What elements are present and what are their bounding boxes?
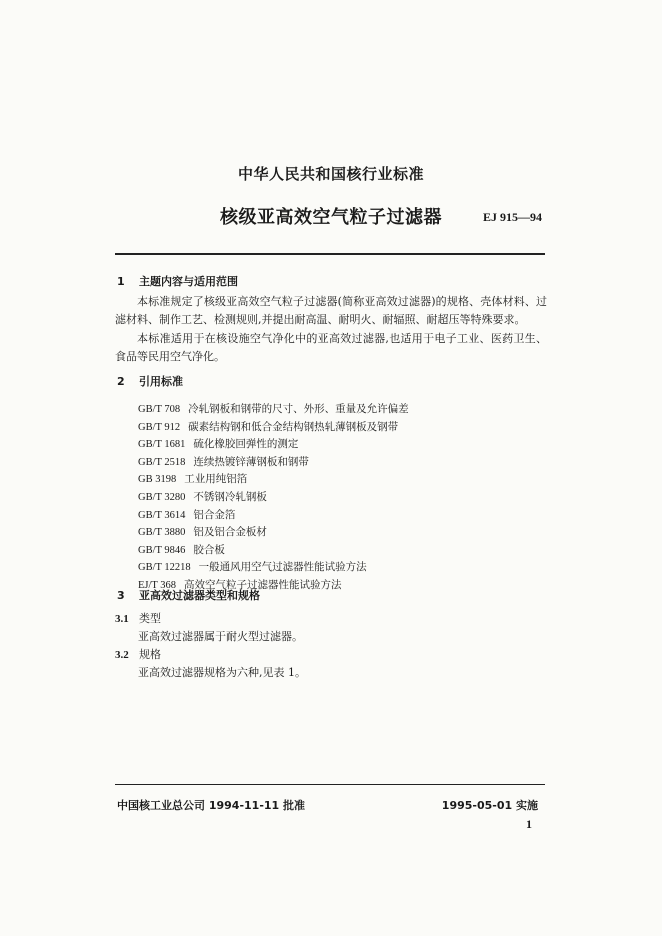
subsection-title: 类型 (139, 612, 161, 625)
footer-rule (115, 784, 545, 785)
section-title: 主题内容与适用范围 (139, 275, 238, 288)
reference-title: 冷轧钢板和钢带的尺寸、外形、重量及允许偏差 (188, 403, 409, 415)
reference-title: 连续热镀锌薄钢板和钢带 (193, 455, 309, 468)
reference-title: 工业用纯铝箔 (184, 473, 248, 486)
reference-title: 铝合金箔 (193, 508, 236, 521)
reference-item (138, 401, 409, 419)
document-title: 核级亚高效空气粒子过滤器 (220, 207, 442, 228)
reference-title: 不锈钢冷轧钢板 (193, 490, 267, 503)
reference-item (138, 419, 409, 437)
reference-item (138, 524, 409, 542)
reference-item (138, 471, 409, 489)
section-number: 3 (117, 589, 125, 602)
subsection-title: 规格 (139, 648, 161, 661)
reference-item (138, 489, 409, 507)
reference-item (138, 559, 409, 577)
implementation-date: 1995-05-01 实施 (441, 799, 538, 812)
section-number: 2 (117, 375, 125, 388)
reference-code: GB/T 1681 (138, 439, 186, 451)
reference-list (138, 401, 409, 595)
header-rule (115, 253, 545, 255)
reference-code: GB/T 3880 (138, 527, 186, 539)
reference-title: 胶合板 (193, 543, 225, 556)
reference-item (138, 507, 409, 525)
subsection-number: 3.1 (115, 613, 129, 625)
section-1-paragraph-2: 本标准适用于在核设施空气净化中的亚高效过滤器,也适用于电子工业、医药卫生、食品等民用空气净化。 (115, 332, 547, 363)
subsection-3-1-heading (115, 610, 161, 626)
reference-code: GB/T 708 (138, 404, 181, 415)
reference-code: GB 3198 (138, 474, 177, 486)
reference-code: EJ/T 368 (138, 579, 177, 591)
section-3-heading (117, 587, 260, 603)
page-number: 1 (526, 817, 532, 831)
reference-code: GB/T 2518 (138, 456, 186, 468)
reference-item (138, 454, 409, 472)
reference-item (138, 542, 409, 560)
section-1-paragraph-1: 本标准规定了核级亚高效空气粒子过滤器(简称亚高效过滤器)的规格、壳体材料、过滤材料、制作工艺、检测规则,并提出耐高温、耐明火、耐辐照、耐超压等特殊要求。 (115, 295, 547, 326)
reference-code: GB/T 3614 (138, 509, 186, 521)
reference-code: GB/T 3280 (138, 491, 186, 503)
reference-item (138, 436, 409, 454)
section-2-heading (117, 373, 183, 389)
standard-code: EJ 915—94 (482, 210, 542, 224)
standard-type-heading: 中华人民共和国核行业标准 (237, 165, 424, 183)
reference-title: 高效空气粒子过滤器性能试验方法 (184, 578, 342, 591)
reference-code: GB/T 9846 (138, 544, 186, 556)
subsection-3-2-text: 亚高效过滤器规格为六种,见表 1。 (138, 666, 306, 679)
reference-code: GB/T 12218 (138, 562, 191, 574)
section-title: 亚高效过滤器类型和规格 (139, 589, 260, 602)
subsection-3-2-heading (115, 646, 161, 662)
subsection-number: 3.2 (115, 649, 129, 661)
reference-code: GB/T 912 (138, 421, 181, 433)
subsection-3-1-text: 亚高效过滤器属于耐火型过滤器。 (138, 630, 303, 643)
reference-title: 硫化橡胶回弹性的测定 (193, 438, 299, 451)
approval-line: 中国核工业总公司 1994-11-11 批准 (117, 799, 306, 812)
section-title: 引用标准 (139, 375, 183, 388)
section-1-heading (117, 273, 238, 289)
reference-title: 铝及铝合金板材 (193, 526, 267, 539)
section-number: 1 (117, 275, 125, 288)
reference-title: 碳素结构钢和低合金结构钢热轧薄钢板及钢带 (188, 420, 399, 433)
reference-title: 一般通风用空气过滤器性能试验方法 (198, 561, 367, 574)
